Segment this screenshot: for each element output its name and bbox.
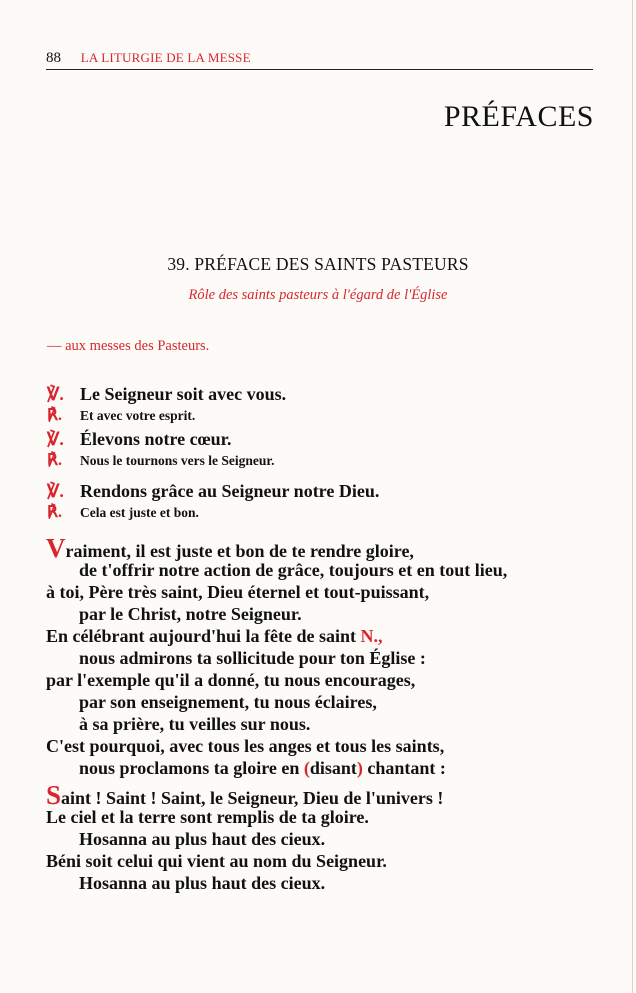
page-number: 88 <box>46 50 61 66</box>
text-line: Hosanna au plus haut des cieux. <box>79 873 326 893</box>
drop-cap: S <box>46 780 62 810</box>
versicle-text: Le Seigneur soit avec vous. <box>80 384 287 404</box>
text-line <box>46 780 444 810</box>
sanctus-text <box>46 780 444 894</box>
response-symbol: ℟. <box>47 452 62 469</box>
versicle-symbol: ℣. <box>47 384 64 404</box>
text-line <box>46 625 507 647</box>
versicle-line <box>47 429 275 450</box>
dialogue-pair-2 <box>47 429 275 470</box>
text-line-content: chantant : <box>367 758 446 778</box>
response-text: Cela est juste et bon. <box>80 505 199 520</box>
text-line: par le Christ, notre Seigneur. <box>79 604 302 624</box>
text-line: Hosanna au plus haut des cieux. <box>79 829 326 849</box>
response-line <box>47 450 275 470</box>
text-line: à sa prière, tu veilles sur nous. <box>79 714 311 734</box>
preface-subtitle: Rôle des saints pasteurs à l'égard de l'Église <box>188 287 448 303</box>
text-line: Béni soit celui qui vient au nom du Seigneur. <box>46 851 387 871</box>
text-line-content: raiment, il est juste et bon de te rendre gloire, <box>65 541 414 561</box>
preface-text <box>46 533 508 779</box>
text-line-content: aint ! Saint ! Saint, le Seigneur, Dieu de l'univers ! <box>61 788 444 808</box>
versicle-text: Rendons grâce au Seigneur notre Dieu. <box>80 481 380 501</box>
paren-close: ) <box>356 758 363 778</box>
text-line <box>46 533 507 563</box>
alternate-word: disant <box>309 758 357 778</box>
versicle-text: Élevons notre cœur. <box>80 429 232 449</box>
response-text: Et avec votre esprit. <box>80 408 196 423</box>
drop-cap: V <box>46 533 66 563</box>
text-line: Le ciel et la terre sont remplis de ta gloire. <box>46 807 369 827</box>
name-placeholder: N., <box>360 626 383 646</box>
response-symbol: ℟. <box>47 407 62 424</box>
text-line: de t'offrir notre action de grâce, toujours et en tout lieu, <box>79 560 508 580</box>
page-header <box>46 50 593 70</box>
text-line-content: nous proclamons ta gloire en <box>79 758 300 778</box>
text-line: par son enseignement, tu nous éclaires, <box>79 692 377 712</box>
response-text: Nous le tournons vers le Seigneur. <box>80 453 275 468</box>
paren-open: ( <box>303 758 310 778</box>
text-line: C'est pourquoi, avec tous les anges et tous les saints, <box>46 736 445 756</box>
rubric: — aux messes des Pasteurs. <box>47 338 210 354</box>
dialogue-pair-3 <box>47 481 379 522</box>
text-line: nous admirons ta sollicitude pour ton Église : <box>79 648 426 668</box>
versicle-symbol: ℣. <box>47 481 64 501</box>
running-title: LA LITURGIE DE LA MESSE <box>80 50 251 65</box>
section-title: PRÉFACES <box>443 100 594 133</box>
response-symbol: ℟. <box>47 504 62 521</box>
text-line-content: En célébrant aujourd'hui la fête de saint <box>46 626 357 646</box>
response-line <box>47 405 286 425</box>
response-line <box>47 502 379 522</box>
text-line: à toi, Père très saint, Dieu éternel et tout-puissant, <box>46 582 430 602</box>
text-line: par l'exemple qu'il a donné, tu nous encourages, <box>46 670 416 690</box>
versicle-symbol: ℣. <box>47 429 64 449</box>
page-edge <box>632 0 633 993</box>
preface-title: 39. PRÉFACE DES SAINTS PASTEURS <box>167 254 469 274</box>
versicle-line <box>47 384 286 405</box>
text-line <box>46 757 507 779</box>
versicle-line <box>47 481 379 502</box>
dialogue-pair-1 <box>47 384 286 425</box>
